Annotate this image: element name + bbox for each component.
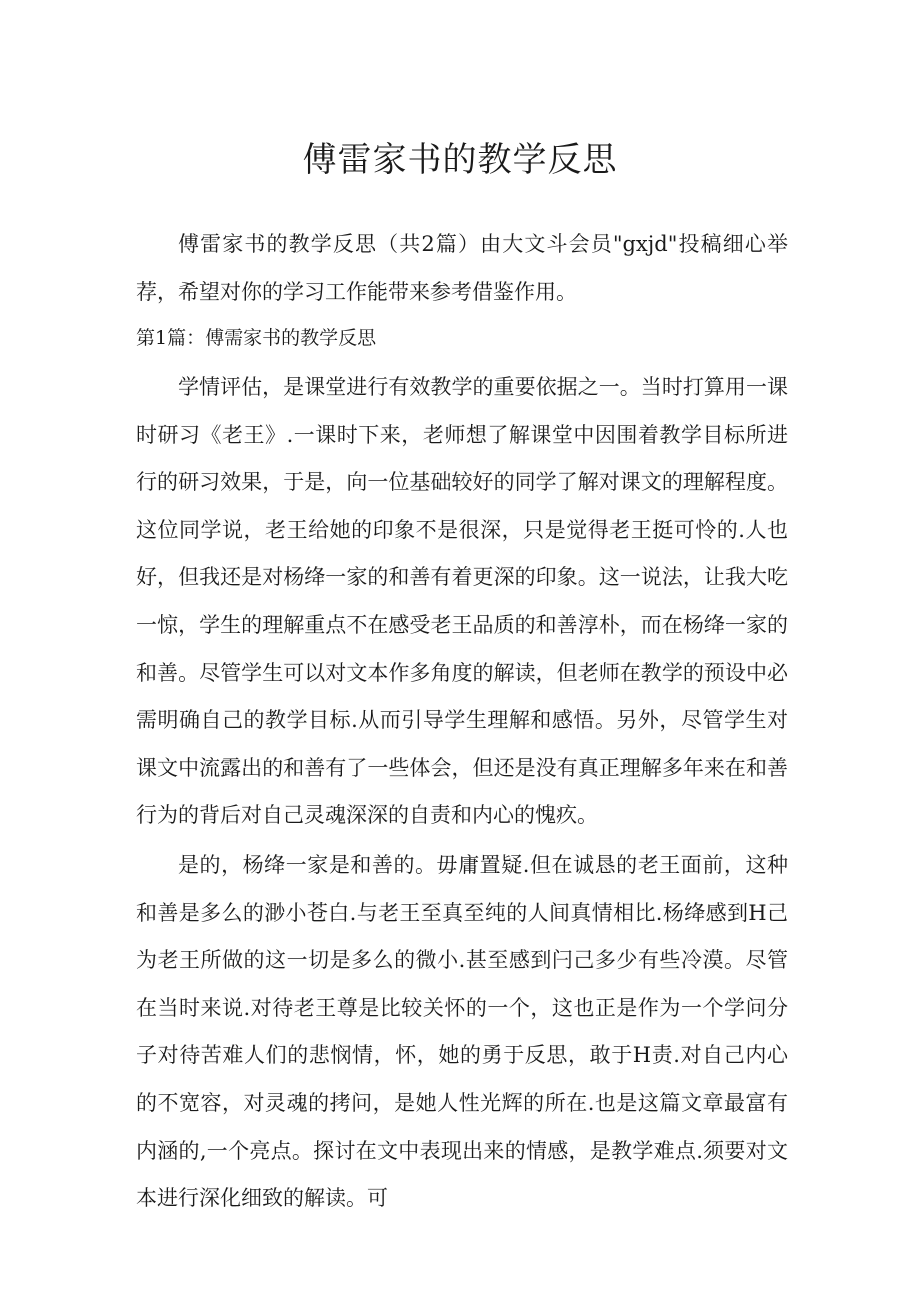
body-paragraph: 是的，杨绛一家是和善的。毋庸置疑.但在诚恳的老王面前，这种和善是多么的渺小苍白.与老王至真至纯的人间真情相比.杨绛感到H己为老王所做的这一切是多么的微小.甚至感到闩己多少有些冷漠。尽管在当时来说.对待老王尊是比较关怀的一个，这也正是作为一个学问分子对待苦难人们的悲悯情，怀，她的勇于反思，敢于H责.对自己内心的不宽容，对灵魂的拷问，是她人性光辉的所在.也是这篇文章最富有内涵的,一个亮点。探讨在文中表现出来的情感，是教学难点.须要对文本进行深化细致的解读。可	[136, 853, 788, 1211]
document-title: 傅雷家书的教学反思	[302, 140, 618, 180]
section-heading: 第1篇：傅需家书的教学反思	[136, 327, 377, 349]
intro-paragraph: 傅雷家书的教学反思（共2篇）由大文斗会员"gxjd"投稿细心举荐，希望对你的学习工作能带来参考借鉴作用。	[136, 232, 788, 304]
body-paragraph: 学情评估，是课堂进行有效教学的重要依据之一。当时打算用一课时研习《老王》.一课时下来，老师想了解课堂中因围着教学目标所进行的研习效果，于是，向一位基础较好的同学了解对课文的理解程度。这位同学说，老王给她的印象不是很深，只是觉得老王挺可怜的.人也好，但我还是对杨绛一家的和善有着更深的印象。这一说法，让我大吃一惊，学生的理解重点不在感受老王品质的和善淳朴，而在杨绛一家的和善。尽管学生可以对文本作多角度的解读，但老师在教学的预设中必需明确自己的教学目标.从而引导学生理解和感悟。另外，尽管学生对课文中流露出的和善有了一些体会，但还是没有真正理解多年来在和善行为的背后对自己灵魂深深的自责和内心的愧疚。	[136, 375, 788, 828]
